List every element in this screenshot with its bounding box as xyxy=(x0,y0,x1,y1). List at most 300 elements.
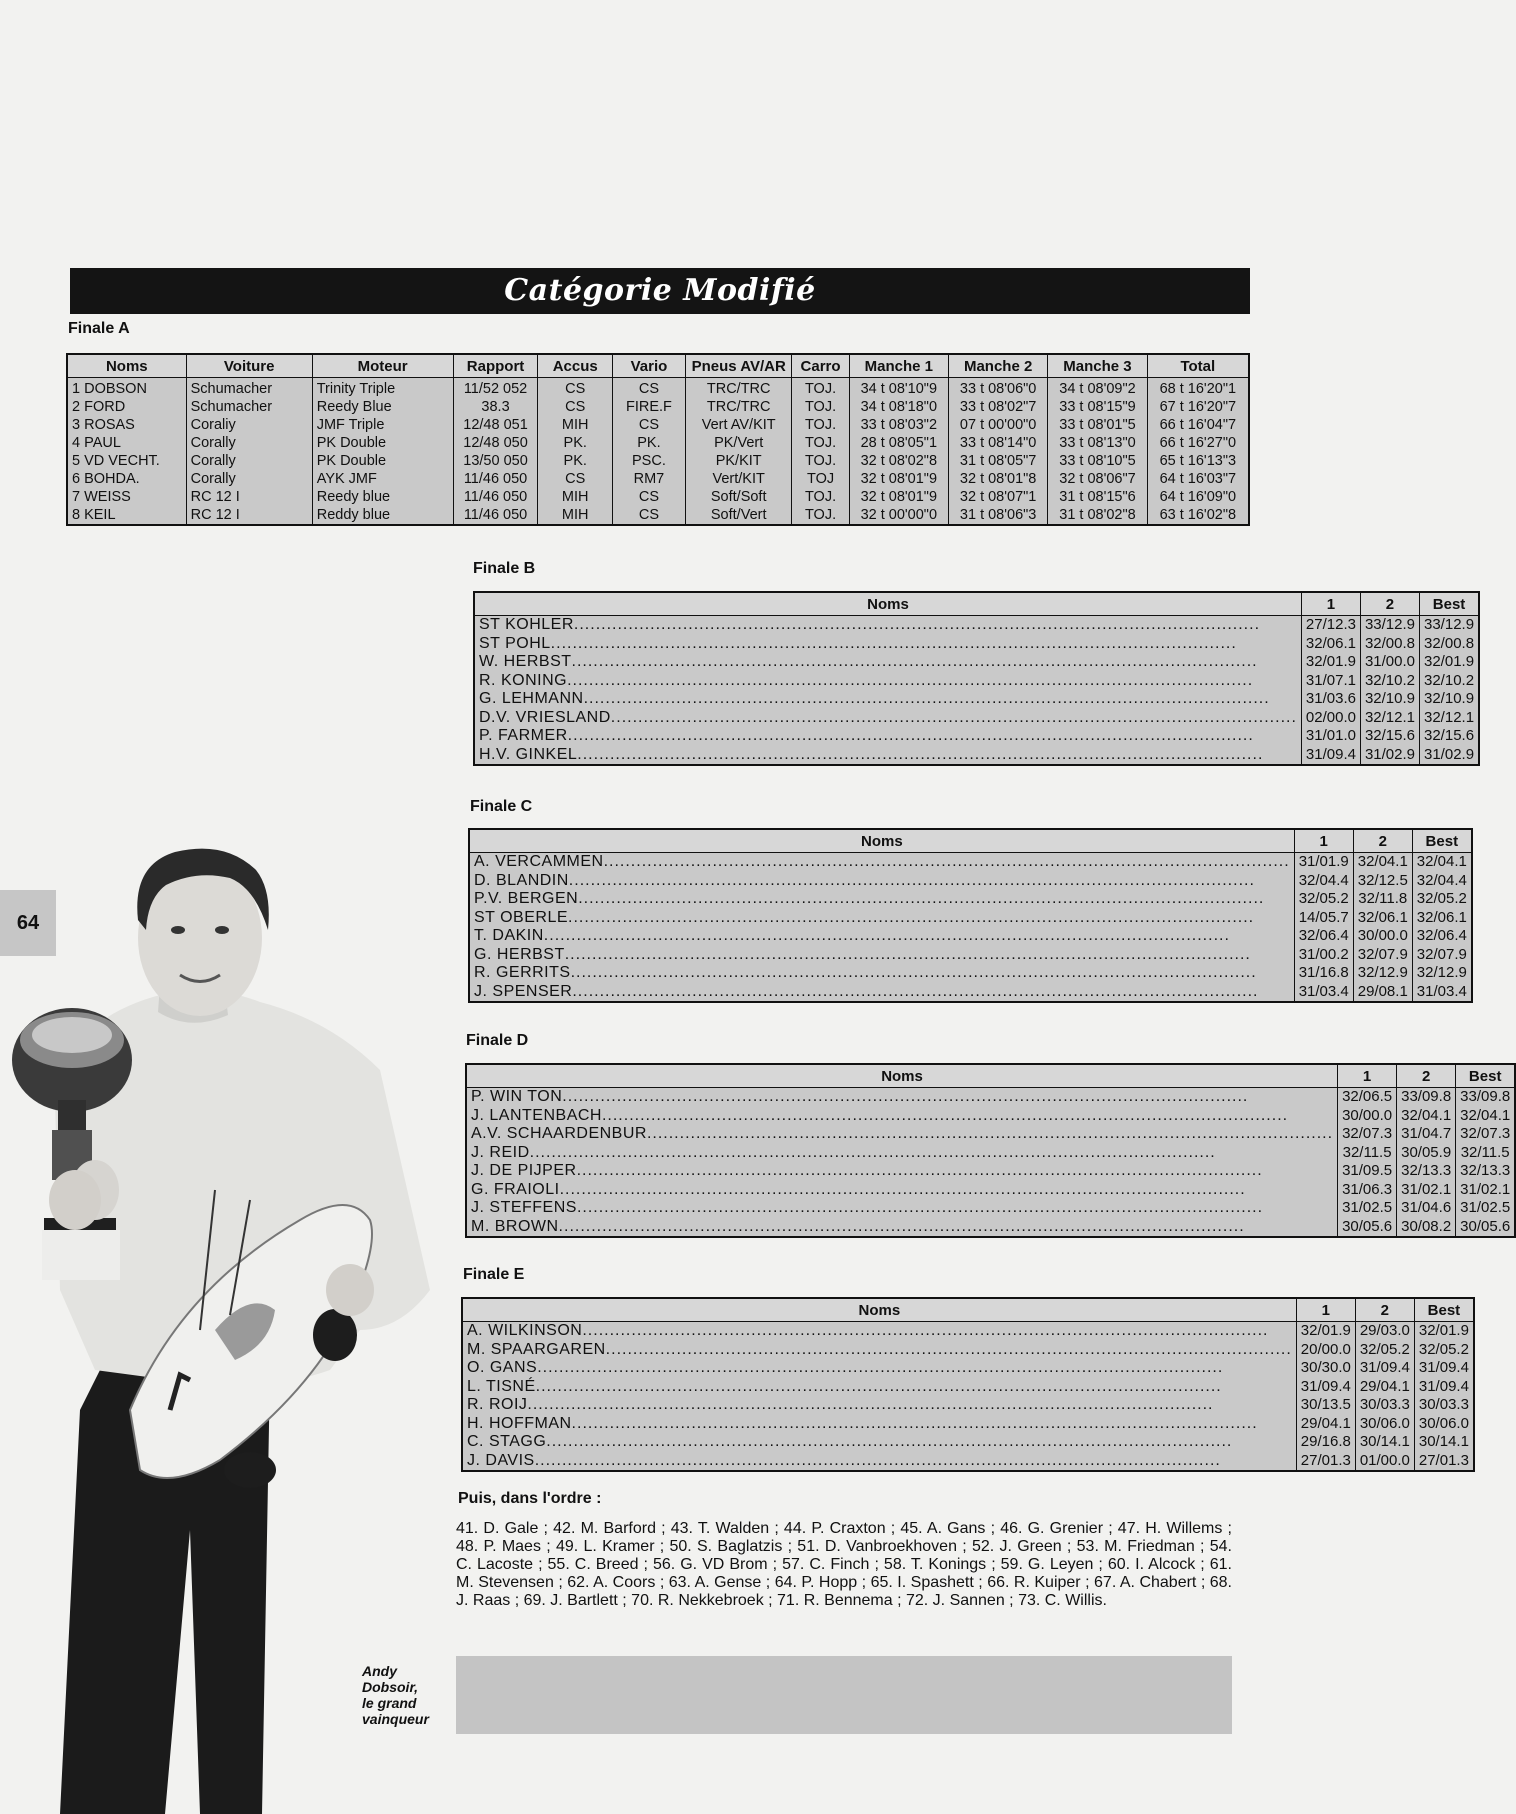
result-cell: 32/10.9 xyxy=(1364,690,1415,707)
finale-a-cell: 1 DOBSON xyxy=(72,381,147,397)
finale-a-cell: CS xyxy=(638,489,660,505)
winner-photo xyxy=(0,770,470,1814)
result-cell: 32/06.1 xyxy=(1357,908,1408,926)
result-cell: 30/14.1 xyxy=(1359,1433,1410,1450)
col-header: 2 xyxy=(1360,592,1419,616)
finale-a-cell: 32 t 08'02"8 xyxy=(860,453,938,469)
driver-row xyxy=(479,709,1297,728)
result-cell: 30/30.0 xyxy=(1300,1359,1351,1376)
finale-a-cell: Vert/KIT xyxy=(712,471,765,487)
result-cell: 32/12.1 xyxy=(1364,708,1415,726)
dot-leader xyxy=(560,1181,1333,1200)
finale-a-column xyxy=(948,378,1047,526)
result-cell: 31/09.4 xyxy=(1418,1377,1469,1395)
dot-leader xyxy=(572,1415,1292,1434)
result-cell: 29/16.8 xyxy=(1300,1433,1351,1450)
result-cell: 29/03.0 xyxy=(1359,1322,1410,1339)
finale-a-col-header: Vario xyxy=(612,354,685,378)
col2-column xyxy=(1355,1322,1414,1472)
driver-name: J. STEFFENS xyxy=(471,1199,577,1216)
finale-a-cell: TOJ. xyxy=(804,507,837,523)
result-cell: 32/13.3 xyxy=(1460,1162,1511,1179)
driver-name: J. LANTENBACH xyxy=(471,1106,602,1124)
dot-leader xyxy=(582,1322,1291,1341)
finale-b-table xyxy=(473,591,1480,766)
col-header: Best xyxy=(1412,829,1472,853)
finale-a-cell: Reedy blue xyxy=(316,489,391,505)
result-cell: 32/10.2 xyxy=(1424,671,1475,689)
finale-a-column xyxy=(186,378,312,526)
finale-a-cell: 34 t 08'09"2 xyxy=(1059,381,1136,397)
finale-a-column xyxy=(612,378,685,526)
driver-name: C. STAGG xyxy=(467,1433,547,1450)
result-cell: 32/12.9 xyxy=(1416,964,1467,981)
result-cell: 32/04.4 xyxy=(1416,871,1467,889)
driver-row xyxy=(471,1181,1333,1200)
finale-a-cell: Soft/Soft xyxy=(710,489,767,505)
finale-a-cell: CS xyxy=(565,471,586,487)
dot-leader xyxy=(571,964,1290,983)
result-cell: 31/01.9 xyxy=(1298,853,1349,870)
col1-column xyxy=(1301,616,1360,766)
finale-a-label: Finale A xyxy=(68,320,130,337)
finale-a-cell: 65 t 16'13"3 xyxy=(1159,453,1237,469)
finale_d-header-row xyxy=(466,1064,1515,1088)
dot-leader xyxy=(572,983,1289,1002)
driver-name: J. DE PIJPER xyxy=(471,1162,577,1179)
driver-name: P.V. BERGEN xyxy=(474,890,579,907)
result-cell: 30/06.0 xyxy=(1418,1414,1469,1432)
driver-row xyxy=(474,909,1290,928)
result-cell: 31/02.1 xyxy=(1460,1180,1511,1198)
result-cell: 32/05.2 xyxy=(1298,890,1349,907)
finale-a-cell: 8 KEIL xyxy=(72,507,116,523)
result-cell: 32/07.9 xyxy=(1416,945,1467,963)
finale-a-column xyxy=(849,378,948,526)
caption-line: vainqueur xyxy=(362,1711,429,1727)
result-cell: 33/12.9 xyxy=(1424,616,1475,633)
dot-leader xyxy=(537,1359,1292,1378)
finale-a-cell: 6 BOHDA. xyxy=(72,471,140,487)
finale-b-label: Finale B xyxy=(473,560,536,577)
col1-column xyxy=(1338,1088,1397,1238)
col1-column xyxy=(1296,1322,1355,1472)
dot-leader xyxy=(574,616,1297,635)
result-cell: 30/05.6 xyxy=(1342,1217,1393,1235)
finale-a-cell: 33 t 08'14"0 xyxy=(959,435,1037,451)
dot-leader xyxy=(611,709,1297,728)
page-number: 64 xyxy=(0,890,56,956)
driver-name: J. REID xyxy=(471,1143,530,1161)
result-cell: 32/07.3 xyxy=(1460,1125,1511,1142)
driver-name: J. SPENSER xyxy=(474,982,573,1000)
result-cell: 33/12.9 xyxy=(1364,616,1415,633)
dot-leader xyxy=(551,635,1297,654)
finale-a-col-header: Carro xyxy=(792,354,849,378)
finale-a-cell: CS xyxy=(638,507,660,523)
result-cell: 31/02.5 xyxy=(1460,1199,1511,1216)
finale-a-column xyxy=(312,378,453,526)
driver-name: O. GANS xyxy=(467,1359,538,1376)
result-cell: 30/05.6 xyxy=(1460,1217,1511,1235)
finale-a-cell: 3 ROSAS xyxy=(72,417,135,433)
finale-a-cell: MIH xyxy=(561,417,589,433)
dot-leader xyxy=(577,1199,1333,1218)
finale-a-cell: PK. xyxy=(563,453,587,469)
result-cell: 31/01.0 xyxy=(1305,727,1356,744)
result-cell: 02/00.0 xyxy=(1305,708,1356,726)
finale-a-cell: 11/52 052 xyxy=(463,381,528,397)
result-cell: 27/12.3 xyxy=(1305,616,1356,633)
finale-a-cell: 2 FORD xyxy=(72,399,126,415)
result-cell: 31/09.4 xyxy=(1359,1359,1410,1376)
section-title: Catégorie Modifié xyxy=(70,268,1250,314)
finale-a-cell: 12/48 050 xyxy=(463,435,528,451)
dot-leader xyxy=(602,1107,1333,1126)
driver-name: ST OBERLE xyxy=(474,908,569,926)
result-cell: 31/09.4 xyxy=(1418,1359,1469,1376)
col-header: Best xyxy=(1456,1064,1516,1088)
finale-e-table xyxy=(461,1297,1475,1472)
driver-row xyxy=(467,1341,1292,1360)
finale_d-body-row xyxy=(466,1088,1515,1238)
driver-name: P. FARMER xyxy=(479,727,568,744)
finale_b-body-row xyxy=(474,616,1479,766)
result-cell: 31/03.4 xyxy=(1416,982,1467,1000)
grey-panel xyxy=(456,1656,1232,1734)
finale-a-col-header: Rapport xyxy=(453,354,538,378)
col-header: 2 xyxy=(1353,829,1412,853)
col-header: Noms xyxy=(466,1064,1338,1088)
names-column xyxy=(466,1088,1338,1238)
result-cell: 30/03.3 xyxy=(1418,1396,1469,1413)
result-cell: 32/04.1 xyxy=(1460,1106,1511,1124)
result-cell: 32/04.1 xyxy=(1416,853,1467,870)
col-header: Noms xyxy=(474,592,1301,616)
driver-name: L. TISNÉ xyxy=(467,1377,536,1395)
result-cell: 32/01.9 xyxy=(1418,1322,1469,1339)
finale-a-cell: 33 t 08'10"5 xyxy=(1059,453,1136,469)
finale_c-body-row xyxy=(469,853,1472,1003)
driver-row xyxy=(474,983,1290,1002)
finale-a-col-header: Voiture xyxy=(186,354,312,378)
finale-a-cell: 32 t 00'00"0 xyxy=(860,507,938,523)
col-header: 1 xyxy=(1301,592,1360,616)
result-cell: 32/06.4 xyxy=(1416,927,1467,944)
result-cell: 32/06.1 xyxy=(1305,634,1356,652)
caption-line: Dobsoir, xyxy=(362,1679,419,1695)
finale-a-cell: 4 PAUL xyxy=(72,435,121,451)
result-cell: 31/02.9 xyxy=(1424,745,1475,763)
driver-row xyxy=(467,1322,1292,1341)
driver-name: G. LEHMANN xyxy=(479,690,584,707)
finale-a-cell: Reedy Blue xyxy=(316,399,392,415)
col-header: 1 xyxy=(1338,1064,1397,1088)
finale-a-cell: 32 t 08'01"8 xyxy=(959,471,1037,487)
driver-row xyxy=(479,672,1297,691)
finale-a-cell: Corally xyxy=(190,471,236,487)
result-cell: 32/04.1 xyxy=(1357,853,1408,870)
driver-name: M. BROWN xyxy=(471,1217,559,1235)
dot-leader xyxy=(562,1088,1333,1107)
finale-a-cell: TOJ. xyxy=(804,381,837,397)
driver-row xyxy=(479,616,1297,635)
result-cell: 32/01.9 xyxy=(1300,1322,1351,1339)
driver-row xyxy=(471,1162,1333,1181)
finale-a-cell: 33 t 08'03"2 xyxy=(860,417,938,433)
driver-row xyxy=(467,1396,1292,1415)
dot-leader xyxy=(606,1341,1292,1360)
driver-row xyxy=(471,1107,1333,1126)
finale-a-cell: Schumacher xyxy=(190,381,273,397)
finale-a-cell: JMF Triple xyxy=(316,417,385,433)
finale-a-cell: 31 t 08'15"6 xyxy=(1059,489,1136,505)
dot-leader xyxy=(546,1433,1292,1452)
driver-name: M. SPAARGAREN xyxy=(467,1340,606,1358)
finale-a-cell: PK Double xyxy=(316,453,387,469)
driver-name: R. KONING xyxy=(479,671,568,689)
dot-leader xyxy=(535,1452,1292,1471)
driver-name: W. HERBST xyxy=(479,653,572,670)
result-cell: 32/01.9 xyxy=(1424,653,1475,670)
finale-c-table xyxy=(468,828,1473,1003)
finale-a-cell: 31 t 08'05"7 xyxy=(959,453,1037,469)
finale-a-cell: 33 t 08'06"0 xyxy=(959,381,1037,397)
finale-a-cell: 32 t 08'01"9 xyxy=(860,489,938,505)
result-cell: 31/04.7 xyxy=(1401,1125,1452,1142)
finale-a-cell: 38.3 xyxy=(481,399,510,415)
dot-leader xyxy=(577,1162,1333,1181)
finale-a-col-header: Noms xyxy=(67,354,186,378)
finale-a-cell: Trinity Triple xyxy=(316,381,396,397)
dot-leader xyxy=(567,672,1297,691)
col2-column xyxy=(1353,853,1412,1003)
result-cell: 32/07.3 xyxy=(1342,1125,1393,1142)
finale-d-table xyxy=(465,1063,1516,1238)
dot-leader xyxy=(569,872,1290,891)
col-header: 1 xyxy=(1294,829,1353,853)
driver-name: A. VERCAMMEN xyxy=(474,853,604,870)
driver-row xyxy=(467,1433,1292,1452)
ordre-text: 41. D. Gale ; 42. M. Barford ; 43. T. Walden ; 44. P. Craxton ; 45. A. Gans ; 46. G. Grenier ; 47. H. Willems ; 48. P. Maes ; 49. L. Kramer ; 50. S. Baglatzis ; 51. D. Vanbroekhoven ; 52. J. Green ; 53. M. Friedman ; 54. C. Lacoste ; 55. C. Breed ; 56. G. VD Brom ; 57. C. Finch ; 58. T. Konings ; 59. G. Leyen ; 60. I. Alcock ; 61. M. Stevensen ; 62. A. Coors ; 63. A. Gense ; 64. P. Hopp ; 65. I. Spashett ; 66. R. Kuiper ; 67. A. Chabert ; 68. J. Raas ; 69. J. Bartlett ; 70. R. Nekkebroek ; 71. R. Bennema ; 72. J. Sannen ; 73. C. Willis. xyxy=(456,1520,1232,1609)
finale-a-cell: TOJ xyxy=(806,471,835,487)
finale-c-label: Finale C xyxy=(470,798,533,815)
result-cell: 30/00.0 xyxy=(1342,1106,1393,1124)
driver-row xyxy=(474,853,1290,872)
finale-a-cell: 11/46 050 xyxy=(463,489,528,505)
driver-name: D. BLANDIN xyxy=(474,871,569,889)
best-column xyxy=(1420,616,1480,766)
dot-leader xyxy=(604,853,1290,872)
result-cell: 32/05.2 xyxy=(1359,1340,1410,1358)
result-cell: 32/06.4 xyxy=(1298,927,1349,944)
finale-a-cell: 13/50 050 xyxy=(463,453,528,469)
finale-a-cell: 31 t 08'02"8 xyxy=(1059,507,1136,523)
finale-a-column xyxy=(538,378,612,526)
finale-a-cell: TOJ. xyxy=(804,417,837,433)
col-header: Best xyxy=(1420,592,1480,616)
finale-a-col-header: Manche 1 xyxy=(849,354,948,378)
finale-a-cell: Reddy blue xyxy=(316,507,391,523)
result-cell: 27/01.3 xyxy=(1418,1451,1469,1469)
finale-a-cell: TOJ. xyxy=(804,399,837,415)
finale-a-cell: 11/46 050 xyxy=(463,507,528,523)
finale-a-header-row xyxy=(67,354,1249,378)
finale-a-cell: TRC/TRC xyxy=(706,399,771,415)
result-cell: 32/13.3 xyxy=(1401,1162,1452,1179)
dot-leader xyxy=(530,1144,1333,1163)
result-cell: 32/11.5 xyxy=(1460,1143,1510,1161)
ordre-title: Puis, dans l'ordre : xyxy=(458,1490,602,1507)
finale-e-label: Finale E xyxy=(463,1266,525,1283)
finale-a-table xyxy=(66,353,1250,526)
driver-name: D.V. VRIESLAND xyxy=(479,708,611,726)
result-cell: 30/00.0 xyxy=(1357,927,1408,944)
result-cell: 29/04.1 xyxy=(1300,1414,1351,1432)
finale-a-cell: 34 t 08'18"0 xyxy=(860,399,938,415)
finale-a-cell: 34 t 08'10"9 xyxy=(860,381,938,397)
finale-a-cell: 11/46 050 xyxy=(463,471,528,487)
dot-leader xyxy=(565,946,1290,965)
driver-row xyxy=(479,635,1297,654)
col-header: Best xyxy=(1414,1298,1474,1322)
finale-a-column xyxy=(67,378,186,526)
result-cell: 27/01.3 xyxy=(1300,1451,1351,1469)
finale-a-cell: 63 t 16'02"8 xyxy=(1159,507,1237,523)
driver-row xyxy=(471,1199,1333,1218)
result-cell: 32/00.8 xyxy=(1424,634,1475,652)
finale-a-cell: 32 t 08'06"7 xyxy=(1059,471,1136,487)
finale-a-cell: CS xyxy=(638,381,660,397)
result-cell: 30/08.2 xyxy=(1401,1217,1452,1235)
finale-a-cell: 33 t 08'15"9 xyxy=(1059,399,1136,415)
driver-row xyxy=(474,890,1290,909)
result-cell: 31/03.4 xyxy=(1298,982,1349,1000)
result-cell: 31/04.6 xyxy=(1401,1199,1452,1216)
result-cell: 32/12.1 xyxy=(1424,708,1475,726)
dot-leader xyxy=(559,1218,1334,1237)
finale-a-col-header: Manche 3 xyxy=(1048,354,1147,378)
names-column xyxy=(469,853,1294,1003)
col-header: Noms xyxy=(462,1298,1296,1322)
result-cell: 33/09.8 xyxy=(1401,1088,1452,1105)
col-header: 2 xyxy=(1397,1064,1456,1088)
result-cell: 32/01.9 xyxy=(1305,653,1356,670)
dot-leader xyxy=(578,890,1289,909)
driver-name: P. WIN TON xyxy=(471,1088,563,1105)
finale-a-cell: MIH xyxy=(561,507,589,523)
finale_b-header-row xyxy=(474,592,1479,616)
finale-a-cell: 67 t 16'20"7 xyxy=(1159,399,1237,415)
finale-a-cell: 7 WEISS xyxy=(72,489,131,505)
result-cell: 32/10.2 xyxy=(1364,671,1415,689)
best-column xyxy=(1456,1088,1516,1238)
dot-leader xyxy=(584,690,1297,709)
finale-a-cell: 66 t 16'27"0 xyxy=(1159,435,1237,451)
finale-a-col-header: Total xyxy=(1147,354,1249,378)
result-cell: 31/02.9 xyxy=(1364,745,1415,763)
driver-name: T. DAKIN xyxy=(474,927,544,944)
finale-a-cell: 33 t 08'01"5 xyxy=(1059,417,1136,433)
result-cell: 01/00.0 xyxy=(1359,1451,1410,1469)
dot-leader xyxy=(568,909,1290,928)
finale-a-cell: 33 t 08'02"7 xyxy=(959,399,1037,415)
dot-leader xyxy=(544,927,1290,946)
finale-a-cell: Schumacher xyxy=(190,399,273,415)
best-column xyxy=(1414,1322,1474,1472)
finale-a-column xyxy=(685,378,792,526)
dot-leader xyxy=(536,1378,1292,1397)
finale-a-cell: PK. xyxy=(637,435,661,451)
result-cell: 30/06.0 xyxy=(1359,1414,1410,1432)
driver-row xyxy=(471,1088,1333,1107)
result-cell: 31/00.2 xyxy=(1298,945,1349,963)
result-cell: 31/09.4 xyxy=(1300,1377,1351,1395)
finale-a-cell: Vert AV/KIT xyxy=(701,417,776,433)
finale-a-cell: PK Double xyxy=(316,435,387,451)
result-cell: 32/05.2 xyxy=(1418,1340,1469,1358)
finale-a-cell: CS xyxy=(565,399,586,415)
caption-line: le grand xyxy=(362,1695,417,1711)
driver-row xyxy=(467,1452,1292,1471)
finale-a-cell: Corally xyxy=(190,453,236,469)
dot-leader xyxy=(647,1125,1333,1144)
finale-a-cell: TOJ. xyxy=(804,489,837,505)
result-cell: 31/09.5 xyxy=(1342,1162,1393,1179)
col2-column xyxy=(1397,1088,1456,1238)
driver-row xyxy=(474,872,1290,891)
result-cell: 31/07.1 xyxy=(1305,671,1356,689)
finale-a-cell: 32 t 08'07"1 xyxy=(959,489,1037,505)
driver-row xyxy=(474,946,1290,965)
finale-a-cell: 5 VD VECHT. xyxy=(72,453,160,469)
driver-name: ST KOHLER xyxy=(479,616,574,633)
finale-a-cell: TOJ. xyxy=(804,453,837,469)
driver-name: G. HERBST xyxy=(474,945,565,963)
driver-name: R. GERRITS xyxy=(474,964,571,981)
dot-leader xyxy=(577,746,1297,765)
driver-row xyxy=(467,1378,1292,1397)
result-cell: 32/05.2 xyxy=(1416,890,1467,907)
result-cell: 32/15.6 xyxy=(1364,727,1415,744)
driver-row xyxy=(479,653,1297,672)
driver-row xyxy=(471,1125,1333,1144)
finale-a-cell: TOJ. xyxy=(804,435,837,451)
result-cell: 32/10.9 xyxy=(1424,690,1475,707)
finale-a-col-header: Moteur xyxy=(312,354,453,378)
driver-name: J. DAVIS xyxy=(467,1451,535,1469)
driver-name: R. ROIJ xyxy=(467,1396,528,1413)
finale-a-cell: PK/Vert xyxy=(714,435,764,451)
best-column xyxy=(1412,853,1472,1003)
driver-name: H.V. GINKEL xyxy=(479,745,578,763)
result-cell: 29/04.1 xyxy=(1359,1377,1410,1395)
result-cell: 32/04.4 xyxy=(1298,871,1349,889)
result-cell: 32/06.5 xyxy=(1342,1088,1393,1105)
result-cell: 33/09.8 xyxy=(1460,1088,1511,1105)
driver-row xyxy=(479,690,1297,709)
driver-name: H. HOFFMAN xyxy=(467,1414,572,1432)
result-cell: 14/05.7 xyxy=(1298,908,1349,926)
result-cell: 31/03.6 xyxy=(1305,690,1356,707)
finale-a-cell: PK/KIT xyxy=(715,453,762,469)
finale-a-column xyxy=(792,378,849,526)
result-cell: 32/06.1 xyxy=(1416,908,1467,926)
finale-a-body-row xyxy=(67,378,1249,526)
col-header: Noms xyxy=(469,829,1294,853)
result-cell: 31/09.4 xyxy=(1305,745,1356,763)
finale-a-cell: Coraliy xyxy=(190,417,236,433)
